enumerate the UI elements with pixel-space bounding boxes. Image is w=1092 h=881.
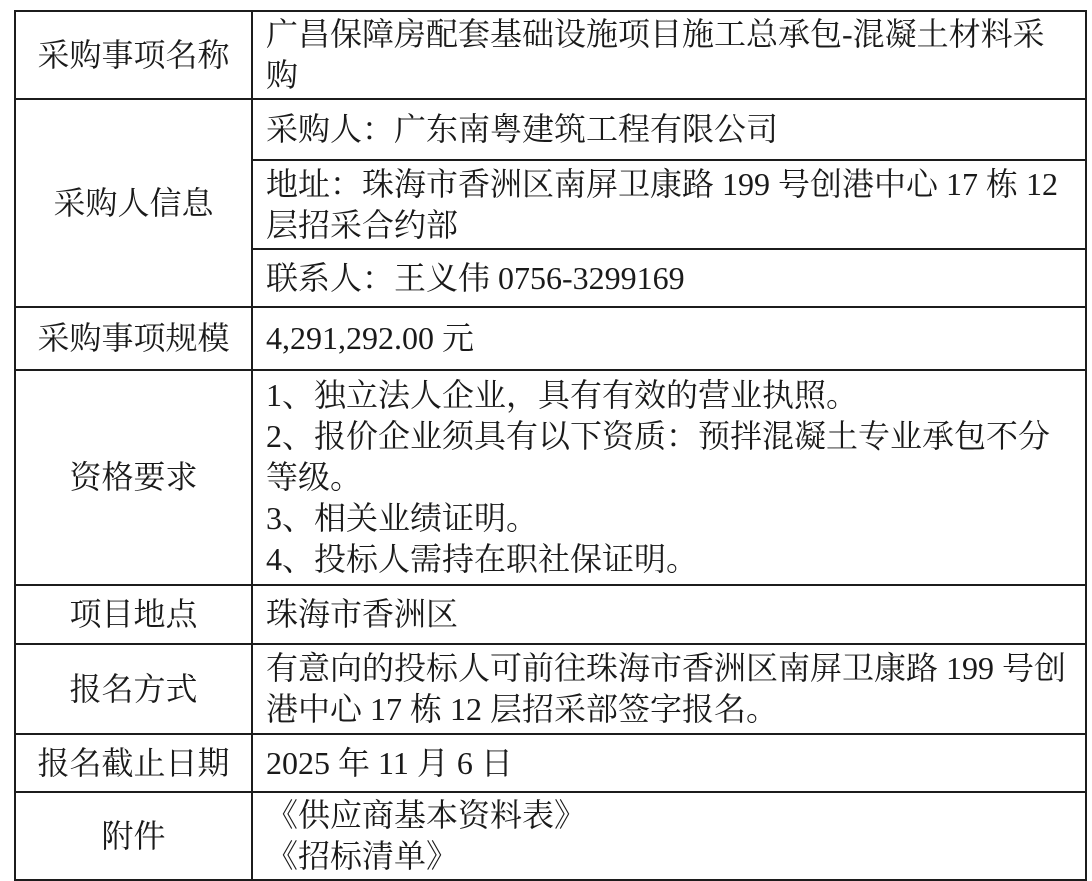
qualification-item: 4、投标人需持在职社保证明。 xyxy=(266,541,699,577)
deadline-label: 报名截止日期 xyxy=(15,734,252,792)
scale-label: 采购事项规模 xyxy=(15,307,252,370)
row-purchaser-name xyxy=(15,99,1086,160)
attachment-item: 《招标清单》 xyxy=(266,838,459,874)
row-registration xyxy=(15,644,1086,734)
purchaser-info-label: 采购人信息 xyxy=(15,99,252,307)
location-value: 珠海市香洲区 xyxy=(252,585,1086,644)
registration-label: 报名方式 xyxy=(15,644,252,734)
row-qualification xyxy=(15,370,1086,585)
registration-value: 有意向的投标人可前往珠海市香洲区南屏卫康路 199 号创港中心 17 栋 12 层招采部签字报名。 xyxy=(252,644,1086,734)
row-deadline xyxy=(15,734,1086,792)
row-attachments xyxy=(15,792,1086,880)
row-scale xyxy=(15,307,1086,370)
qualification-item: 1、独立法人企业，具有有效的营业执照。 xyxy=(266,377,859,413)
item-name-label: 采购事项名称 xyxy=(15,11,252,99)
scale-value: 4,291,292.00 元 xyxy=(252,307,1086,370)
attachment-item: 《供应商基本资料表》 xyxy=(266,797,587,833)
purchaser-address-value: 地址：珠海市香洲区南屏卫康路 199 号创港中心 17 栋 12 层招采合约部 xyxy=(252,160,1086,249)
row-item-name xyxy=(15,11,1086,99)
purchaser-name-value: 采购人：广东南粤建筑工程有限公司 xyxy=(252,99,1086,160)
qualification-label: 资格要求 xyxy=(15,370,252,585)
item-name-value: 广昌保障房配套基础设施项目施工总承包-混凝土材料采购 xyxy=(252,11,1086,99)
deadline-value: 2025 年 11 月 6 日 xyxy=(252,734,1086,792)
row-location xyxy=(15,585,1086,644)
qualification-item: 2、报价企业须具有以下资质：预拌混凝土专业承包不分等级。 xyxy=(266,418,1051,495)
attachments-value xyxy=(252,792,1086,880)
qualification-value xyxy=(252,370,1086,585)
location-label: 项目地点 xyxy=(15,585,252,644)
procurement-notice-table xyxy=(14,10,1087,881)
purchaser-contact-value: 联系人：王义伟 0756-3299169 xyxy=(252,249,1086,307)
attachments-label: 附件 xyxy=(15,792,252,880)
qualification-item: 3、相关业绩证明。 xyxy=(266,500,539,536)
